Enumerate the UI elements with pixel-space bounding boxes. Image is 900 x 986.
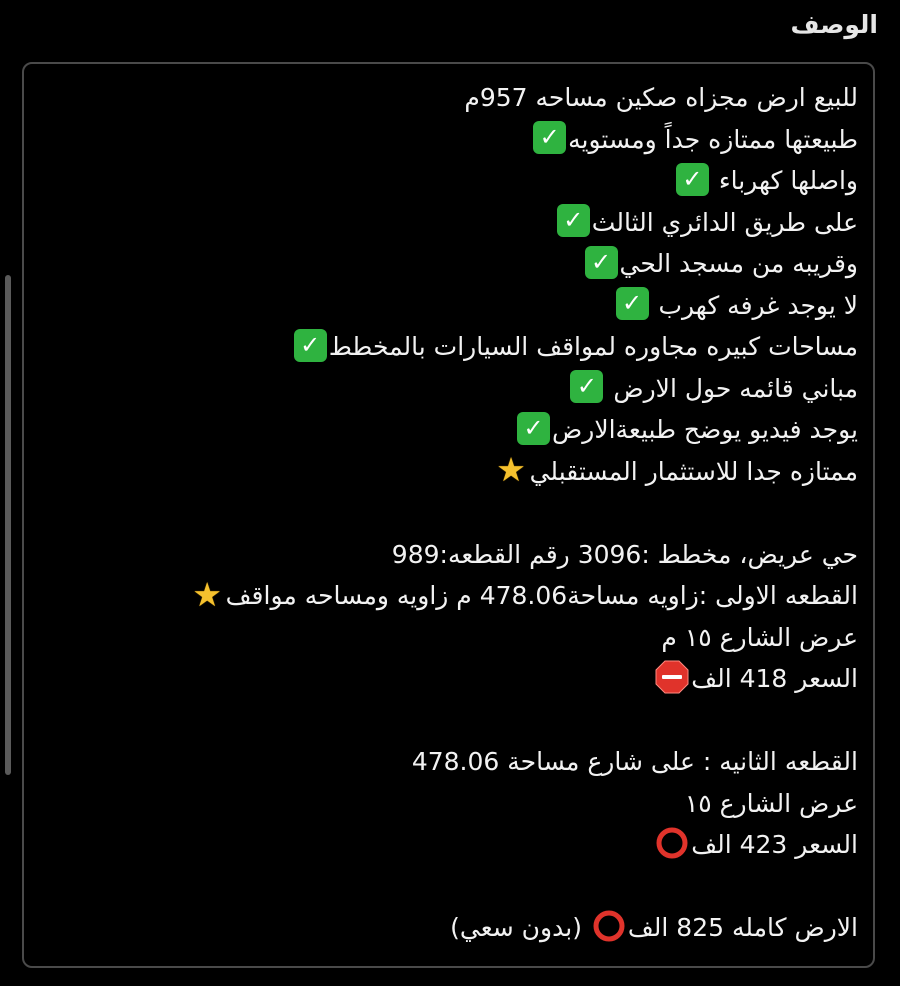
blank-line: [130, 866, 858, 908]
blank-line: [130, 700, 858, 742]
line-text: مساحات كبيره مجاوره لمواقف السيارات بالمخطط: [328, 332, 858, 361]
star-icon: ★: [496, 450, 526, 489]
line-text: واصلها كهرباء: [710, 166, 858, 195]
description-line: [130, 77, 858, 119]
description-line: [130, 119, 858, 161]
line-text: مباني قائمه حول الارض: [605, 373, 858, 403]
line-text: السعر 418 الف: [691, 664, 858, 693]
description-line: [130, 658, 858, 700]
description-line: [130, 451, 858, 493]
line-text: عرض الشارع ١٥: [684, 788, 858, 818]
check-mark-icon: ✓: [533, 121, 566, 154]
line-text: لا يوجد غرفه كهرب: [650, 290, 858, 320]
red-circle-icon: [592, 909, 626, 943]
description-text: [130, 77, 858, 949]
star-icon: ★: [192, 574, 222, 614]
description-line: [130, 783, 858, 825]
check-mark-icon: ✓: [294, 329, 327, 362]
description-line: [130, 824, 858, 866]
line-text: القطعه الاولى :زاويه مساحة478.06 م زاويه ومساحه مواقف: [225, 581, 858, 610]
blank-line: [130, 492, 858, 534]
check-mark-icon: ✓: [557, 204, 590, 237]
line-text: على طريق الدائري الثالث: [591, 207, 858, 237]
line-text: يوجد فيديو يوضح طبيعةالارض: [552, 415, 858, 444]
line-text: عرض الشارع ١٥ م: [661, 622, 858, 652]
line-text: للبيع ارض مجزاه صكين مساحه 957م: [464, 83, 858, 112]
line-suffix: (بدون سعي): [450, 913, 590, 942]
check-mark-icon: ✓: [585, 246, 618, 279]
description-line: [130, 907, 858, 949]
check-mark-icon: ✓: [570, 370, 603, 403]
line-text: القطعه الثانيه : على شارع مساحة 478.06: [411, 747, 858, 776]
check-mark-icon: ✓: [616, 287, 649, 320]
line-text: السعر 423 الف: [691, 830, 858, 859]
stop-sign-icon: [655, 660, 689, 694]
description-line: [130, 617, 858, 659]
red-circle-icon: [655, 826, 689, 860]
description-line: [130, 202, 858, 244]
description-line: [130, 368, 858, 410]
line-text: الارض كامله 825 الف: [627, 913, 858, 942]
description-line: [130, 326, 858, 368]
check-mark-icon: ✓: [676, 163, 709, 196]
line-text: طبيعتها ممتازه جداً ومستويه: [568, 124, 858, 154]
section-title: الوصف: [790, 10, 878, 39]
description-line: [130, 409, 858, 451]
line-text: ممتازه جدا للاستثمار المستقبلي: [529, 456, 858, 486]
description-line: [130, 741, 858, 783]
description-line: [130, 243, 858, 285]
scrollbar[interactable]: [5, 275, 11, 775]
line-text: حي عريض، مخطط :3096 رقم القطعه:989: [391, 539, 858, 569]
description-line: [130, 575, 858, 617]
check-mark-icon: ✓: [517, 412, 550, 445]
line-text: وقريبه من مسجد الحي: [619, 249, 858, 278]
description-line: [130, 160, 858, 202]
description-line: [130, 285, 858, 327]
description-line: [130, 534, 858, 576]
